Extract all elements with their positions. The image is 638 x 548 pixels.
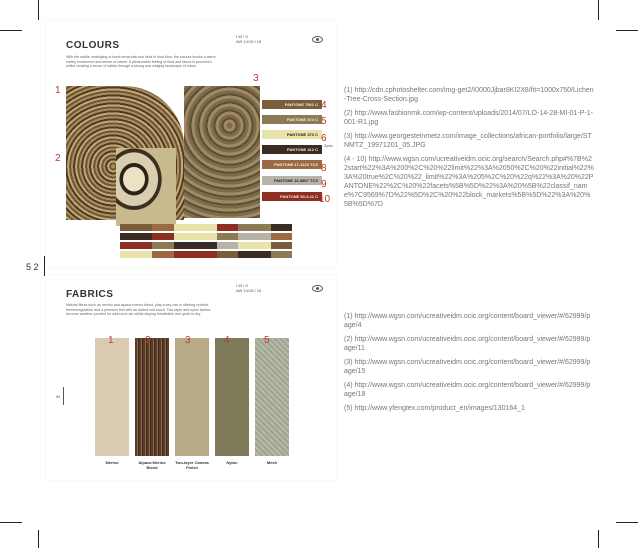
fabrics-references (344, 312, 594, 418)
crop-mark (616, 522, 638, 523)
fabric-reference-2: (2) http://www.wgsn.com/ucreativeidm.ocic.org/content/board_viewer/#/62999/page/11 (344, 336, 591, 352)
butterfly-image (116, 148, 176, 226)
fabric-reference-4: (4) http://www.wgsn.com/ucreativeidm.ocic.org/content/board_viewer/#/62999/page/18 (344, 382, 591, 398)
fabrics-header-code: I W I S AW 14/15 I 16 (236, 283, 262, 293)
stripe-bar (120, 224, 292, 231)
crop-mark (598, 0, 599, 20)
stripe-segment (271, 224, 293, 231)
stripe-segment (174, 242, 217, 249)
colours-intro: With the subtle underlying of burnt terracotta and hints of dust blue, the colours invoke a warm earthy excitement and sense of nature. A pleasurable feeling of flora and fauna is perceived whilst creating a sense of safety through a strong and weighty landscape of colour (66, 55, 216, 69)
fabric-swatch (135, 338, 169, 456)
marker-9: 9 (321, 179, 327, 190)
swatch-label: PANTONE 412 C (287, 147, 318, 152)
fabric-swatch (95, 338, 129, 456)
colour-swatch (262, 192, 322, 201)
swatch-label: PANTONE 17-1129 TCX (274, 162, 318, 167)
stripe-segment (174, 251, 217, 258)
stripe-segment (152, 242, 174, 249)
stripe-bar (120, 233, 292, 240)
stripe-segment (238, 224, 270, 231)
colour-swatch (262, 160, 322, 169)
stripe-segment (238, 251, 270, 258)
fabric-label: Mesh (266, 460, 278, 465)
reference-1: (1) http://cdn.cphotoshelter.com/img-get2/I0000Jjbar8KI2X8/fit=1000x750/Lichen-Tree-Cross-Section.jpg (344, 87, 594, 103)
stripe-segment (120, 224, 152, 231)
swatch-label: PANTONE 16-5807 TCX (273, 178, 318, 183)
stripe-segment (271, 242, 293, 249)
stripe-segment (238, 242, 270, 249)
stripe-bar (120, 251, 292, 258)
marker-6: 6 (321, 133, 327, 144)
fabric-marker-4: 4 (224, 335, 230, 346)
reference-3: (3) http://www.georgesteinmetz.com/image_collections/african-portfolio/large/STNMTZ_19971201_05.JPG (344, 133, 592, 149)
marker-4: 4 (321, 100, 327, 111)
colours-header-code: I W I S AW 14/15 I 16 (236, 34, 262, 44)
stripe-segment (152, 233, 174, 240)
stripe-segment (174, 224, 217, 231)
fabric-marker-5: 5 (264, 335, 270, 346)
marker-5: 5 (321, 116, 327, 127)
fabric-label: Nylon (226, 460, 238, 465)
stripe-segment (120, 242, 152, 249)
colour-swatch (262, 176, 322, 185)
colours-references (344, 86, 594, 214)
stripe-bar (120, 242, 292, 249)
fabric-label: Merino (105, 460, 119, 465)
marker-2: 2 (55, 153, 61, 164)
stripe-segment (152, 224, 174, 231)
terrain-image (184, 86, 260, 218)
stripe-segment (238, 233, 270, 240)
fabric-marker-2: 2 (145, 335, 151, 346)
crop-mark (616, 30, 638, 31)
fabric-reference-3: (3) http://www.wgsn.com/ucreativeidm.ocic.org/content/board_viewer/#/62999/page/15 (344, 359, 591, 375)
fabric-label: Two-layer Canvas Finish (175, 460, 209, 470)
colour-swatch (262, 145, 322, 154)
colour-swatch (262, 100, 322, 109)
fabric-marker-3: 3 (185, 335, 191, 346)
marker-1: 1 (55, 85, 61, 96)
stripe-segment (174, 233, 217, 240)
stripe-segment (120, 251, 152, 258)
stripe-segment (120, 233, 152, 240)
colour-swatch (262, 115, 322, 124)
stripe-segment (217, 224, 239, 231)
fabrics-title: FABRICS (66, 289, 114, 300)
swatch-label: PANTONE 7561 C (284, 102, 318, 107)
reference-2: (2) http://www.fashionmk.com/wp-content/uploads/2014/07/LO-14-28-MI-01-P-1-001-R1.jpg (344, 110, 594, 126)
fabric-swatch (255, 338, 289, 456)
crop-mark (0, 522, 22, 523)
swatch-label: PANTONE 373 C (287, 132, 318, 137)
fabric-swatch (215, 338, 249, 456)
swatch-side-note: 2yds (324, 143, 333, 148)
stripe-segment (217, 233, 239, 240)
sheet-divider (63, 387, 64, 405)
fabric-label: Alpaca Merino Blend (138, 460, 166, 470)
colours-sheet (46, 20, 336, 268)
crop-mark (598, 530, 599, 548)
stripe-segment (271, 251, 293, 258)
marker-8: 8 (321, 163, 327, 174)
crop-mark (38, 530, 39, 548)
stripe-segment (152, 251, 174, 258)
stripe-segment (217, 251, 239, 258)
fabric-swatch (175, 338, 209, 456)
marker-10: 10 (319, 194, 331, 205)
eye-icon (312, 285, 323, 292)
fabric-reference-1: (1) http://www.wgsn.com/ucreativeidm.ocic.org/content/board_viewer/#/62999/page/4 (344, 313, 591, 329)
fabric-reference-5: (5) http://www.yfengtex.com/product_en/images/130164_1 (344, 405, 525, 412)
swatch-label: PANTONE 874 C (287, 117, 318, 122)
fabric-marker-1: 1 (108, 335, 114, 346)
page-number: 5 2 (26, 262, 39, 272)
swatch-label: PANTONE 50-4-11 C (280, 194, 318, 199)
fabrics-intro: Natural fibres such as merino and alpaca merino blend, play a key role in offering comfort, thermoregulation and a premium feel with an added soft touch. Two-layer and nylon fabrics become weather-proofed for wind and rain whilst staying breathable and quick to dry. (66, 303, 211, 317)
reference-4-10: (4 - 10) http://www.wgsn.com/ucreativeidm.ocic.org/search/Search.php#%7B%22start%22%3A%200%2C%20%22limit%22%3A%2050%2C%20%22initial%22%3A%20true%2C%20%22_limit%22%3A%205%2C%20%22q%22%3A%20%22PANTONE%22%2C%20%22facets%5B%5D%22%3A%20%5B%22classif_name%7C9569%7D%22%5D%2C%20%22block_markets%5B%5D%22%3A%20%5B%5D%7D (344, 156, 594, 208)
crop-mark (0, 30, 22, 31)
crop-mark (44, 256, 45, 276)
eye-icon (312, 36, 323, 43)
stripe-segment (271, 233, 293, 240)
crop-mark (38, 0, 39, 20)
fabrics-sheet-number: 54 (56, 394, 61, 399)
colour-swatch (262, 130, 322, 139)
colours-title: COLOURS (66, 40, 120, 51)
stripe-segment (217, 242, 239, 249)
marker-3: 3 (253, 73, 259, 84)
